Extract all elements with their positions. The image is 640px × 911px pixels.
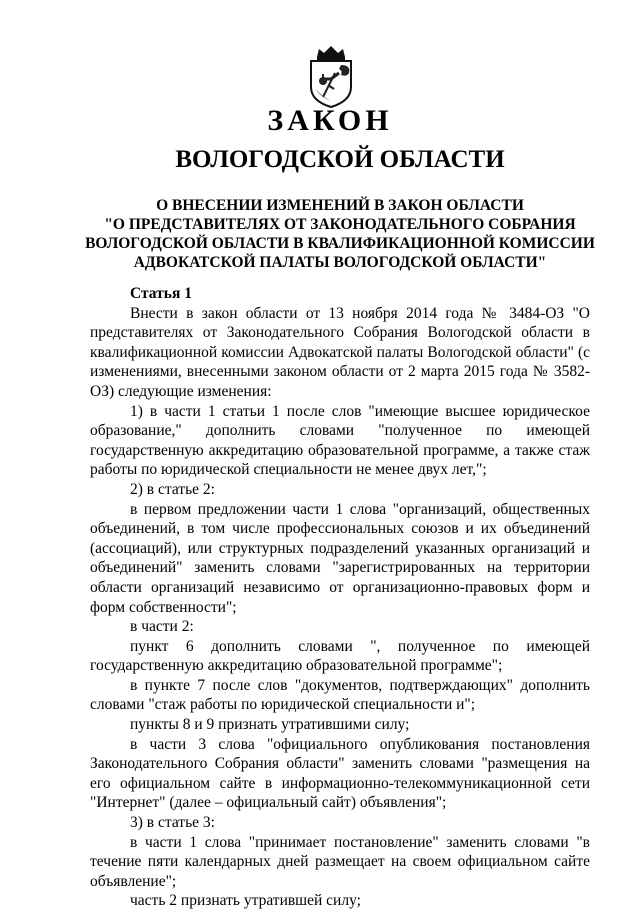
paragraph: Внести в закон области от 13 ноября 2014 года № 3484-ОЗ "О представителях от Законодательного Собрания Вологодской области в квалификационной комиссии Адвокатской палаты Вологодской области" (с изменениями, внесенными законом области от 2 марта 2015 года № 3582-ОЗ) следующие изменения: xyxy=(90,304,590,400)
heading-line: О ВНЕСЕНИИ ИЗМЕНЕНИЙ В ЗАКОН ОБЛАСТИ xyxy=(156,197,524,214)
paragraph: часть 2 признать утратившей силу; xyxy=(130,892,361,910)
heading-line: "О ПРЕДСТАВИТЕЛЯХ ОТ ЗАКОНОДАТЕЛЬНОГО СОБРАНИЯ xyxy=(104,216,576,233)
paragraph: пункт 6 дополнить словами ", полученное по имеющей государственную аккредитацию образовательной программе"; xyxy=(90,637,590,675)
paragraph: 2) в статье 2: xyxy=(130,480,215,498)
article-title: Статья 1 xyxy=(130,285,192,302)
paragraph: в пункте 7 после слов "документов, подтверждающих" дополнить словами "стаж работы по юридической специальности и"; xyxy=(90,676,590,714)
document-subtitle: ВОЛОГОДСКОЙ ОБЛАСТИ xyxy=(175,146,505,173)
paragraph: в первом предложении части 1 слова "организаций, общественных объединений, в том числе профессиональных союзов и их объединений (ассоциаций), или структурных подразделений указанных организаций и объединений" заменить словами "зарегистрированных на территории области организаций независимо от организационно-правовых форм и форм собственности"; xyxy=(90,500,590,616)
paragraph: пункты 8 и 9 признать утратившими силу; xyxy=(130,716,410,734)
paragraph: в части 2: xyxy=(130,618,194,636)
coat-of-arms-icon xyxy=(301,43,361,109)
paragraph: 3) в статье 3: xyxy=(130,814,215,832)
paragraph: в части 1 слова "принимает постановление" заменить словами "в течение пяти календарных дней размещает на своем официальном сайте объявление"; xyxy=(90,833,590,890)
paragraph: в части 3 слова "официального опубликования постановления Законодательного Собрания области" заменить словами "размещения на его официальном сайте в информационно-телекоммуникационной сети "Интернет" (далее – официальный сайт) объявления"; xyxy=(90,735,590,812)
document-title: ЗАКОН xyxy=(267,104,393,137)
law-heading xyxy=(80,196,600,272)
paragraph: 1) в части 1 статьи 1 после слов "имеющие высшее юридическое образование," дополнить словами "полученное по имеющей государственную аккредитацию образовательной программе, а также стаж работы по юридической специальности не менее двух лет,"; xyxy=(90,402,590,479)
heading-line: ВОЛОГОДСКОЙ ОБЛАСТИ В КВАЛИФИКАЦИОННОЙ КОМИССИИ xyxy=(85,235,595,252)
law-body xyxy=(90,284,590,911)
heading-line: АДВОКАТСКОЙ ПАЛАТЫ ВОЛОГОДСКОЙ ОБЛАСТИ" xyxy=(133,254,547,271)
